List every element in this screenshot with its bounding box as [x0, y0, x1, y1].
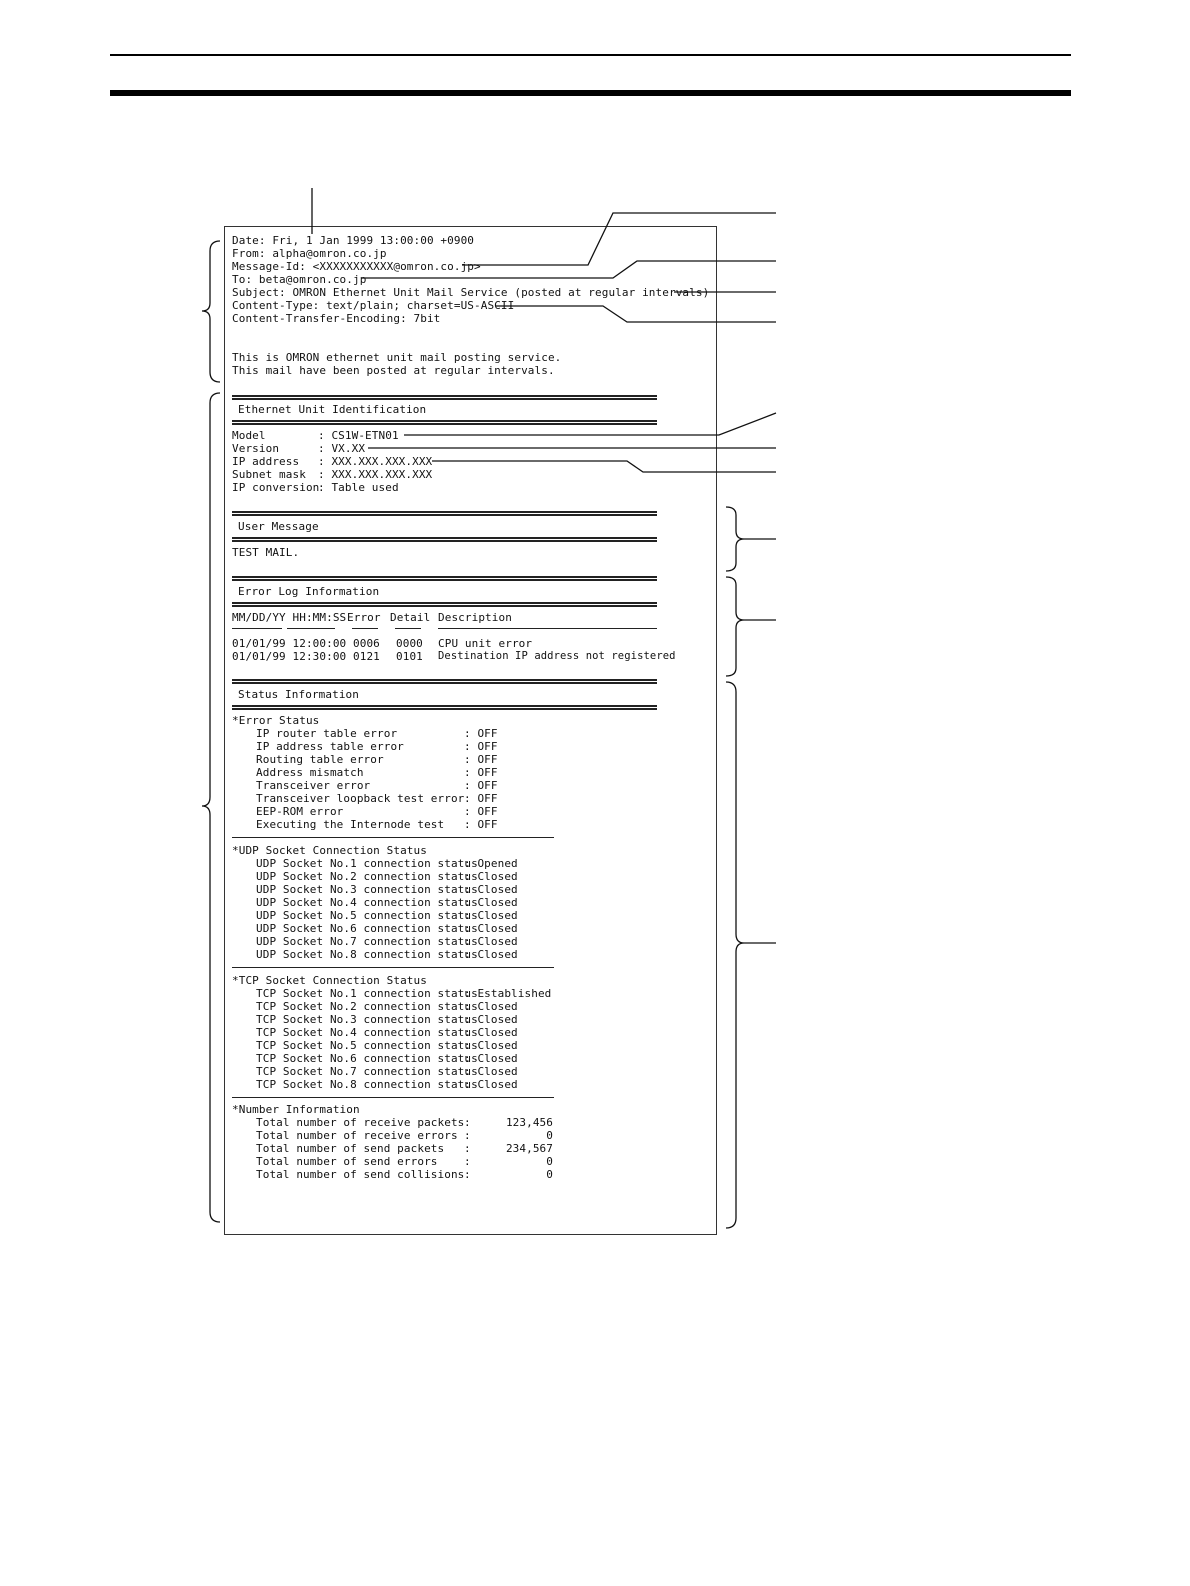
- udp-value: : Closed: [464, 922, 518, 935]
- number-heading: *Number Information: [232, 1103, 360, 1116]
- user-message-title: User Message: [238, 520, 319, 533]
- number-label: Total number of send collisions: [256, 1168, 465, 1181]
- udp-heading: *UDP Socket Connection Status: [232, 844, 427, 857]
- callout-leader: [432, 461, 776, 472]
- error-status-label: Transceiver error: [256, 779, 371, 792]
- udp-value: : Closed: [464, 935, 518, 948]
- udp-label: UDP Socket No.7 connection status: [256, 935, 478, 948]
- error-status-value: : OFF: [464, 818, 498, 831]
- tcp-value: : Closed: [464, 1013, 518, 1026]
- error-log-col-detail: Detail: [390, 611, 431, 624]
- number-value: 0: [546, 1168, 553, 1181]
- error-status-value: : OFF: [464, 766, 498, 779]
- tcp-heading: *TCP Socket Connection Status: [232, 974, 427, 987]
- number-label: Total number of send errors: [256, 1155, 438, 1168]
- header-to: To: beta@omron.co.jp: [232, 273, 367, 286]
- error-log-row-1-datetime: 01/01/99 12:00:00: [232, 637, 347, 650]
- udp-value: : Closed: [464, 948, 518, 961]
- error-status-heading: *Error Status: [232, 714, 320, 727]
- tcp-value: : Closed: [464, 1052, 518, 1065]
- udp-value: : Closed: [464, 909, 518, 922]
- ident-label-model: Model: [232, 429, 266, 442]
- right-brace: [726, 682, 744, 1228]
- error-log-title: Error Log Information: [238, 585, 380, 598]
- number-value: 123,456: [505, 1116, 553, 1129]
- error-status-label: EEP-ROM error: [256, 805, 344, 818]
- user-message-text: TEST MAIL.: [232, 546, 300, 559]
- left-brace: [202, 241, 220, 382]
- error-status-label: Routing table error: [256, 753, 384, 766]
- number-colon: :: [464, 1129, 471, 1142]
- error-status-value: : OFF: [464, 753, 498, 766]
- error-status-value: : OFF: [464, 740, 498, 753]
- status-title: Status Information: [238, 688, 360, 701]
- header-encoding: Content-Transfer-Encoding: 7bit: [232, 312, 441, 325]
- intro-line-1: This is OMRON ethernet unit mail posting service.: [232, 351, 562, 364]
- error-status-value: : OFF: [464, 727, 498, 740]
- tcp-value: : Closed: [464, 1078, 518, 1091]
- tcp-label: TCP Socket No.8 connection status: [256, 1078, 478, 1091]
- tcp-label: TCP Socket No.4 connection status: [256, 1026, 478, 1039]
- tcp-value: : Established: [464, 987, 552, 1000]
- number-label: Total number of receive errors: [256, 1129, 458, 1142]
- tcp-label: TCP Socket No.3 connection status: [256, 1013, 478, 1026]
- error-log-row-2-detail: 0101: [396, 650, 423, 663]
- number-value: 0: [546, 1129, 553, 1142]
- error-status-label: IP address table error: [256, 740, 404, 753]
- error-status-value: : OFF: [464, 779, 498, 792]
- right-brace: [726, 507, 744, 571]
- number-label: Total number of receive packets: [256, 1116, 465, 1129]
- number-colon: :: [464, 1155, 471, 1168]
- callout-leader: [462, 213, 776, 265]
- callout-leader: [496, 306, 776, 322]
- left-brace: [202, 393, 220, 1222]
- error-status-value: : OFF: [464, 805, 498, 818]
- ident-value-version: : VX.XX: [318, 442, 366, 455]
- udp-value: : Closed: [464, 870, 518, 883]
- udp-label: UDP Socket No.1 connection status: [256, 857, 478, 870]
- udp-label: UDP Socket No.3 connection status: [256, 883, 478, 896]
- tcp-value: : Closed: [464, 1026, 518, 1039]
- udp-value: : Closed: [464, 896, 518, 909]
- error-status-label: IP router table error: [256, 727, 398, 740]
- number-colon: :: [464, 1168, 471, 1181]
- number-colon: :: [464, 1142, 471, 1155]
- tcp-label: TCP Socket No.6 connection status: [256, 1052, 478, 1065]
- error-log-row-1-detail: 0000: [396, 637, 423, 650]
- ident-value-ipconv: : Table used: [318, 481, 399, 494]
- error-log-row-1-error: 0006: [353, 637, 380, 650]
- identification-title: Ethernet Unit Identification: [238, 403, 427, 416]
- header-from: From: alpha@omron.co.jp: [232, 247, 387, 260]
- tcp-label: TCP Socket No.2 connection status: [256, 1000, 478, 1013]
- udp-label: UDP Socket No.8 connection status: [256, 948, 478, 961]
- udp-label: UDP Socket No.2 connection status: [256, 870, 478, 883]
- error-status-value: : OFF: [464, 792, 498, 805]
- error-status-label: Executing the Internode test: [256, 818, 445, 831]
- error-log-row-2-datetime: 01/01/99 12:30:00: [232, 650, 347, 663]
- ident-value-ip: : XXX.XXX.XXX.XXX: [318, 455, 433, 468]
- error-log-row-2-description: Destination IP address not registered: [438, 650, 676, 662]
- intro-line-2: This mail have been posted at regular intervals.: [232, 364, 555, 377]
- error-log-col-datetime: MM/DD/YY HH:MM:SS: [232, 611, 347, 624]
- tcp-label: TCP Socket No.7 connection status: [256, 1065, 478, 1078]
- number-value: 0: [546, 1155, 553, 1168]
- tcp-value: : Closed: [464, 1039, 518, 1052]
- error-log-row-1-description: CPU unit error: [438, 637, 533, 650]
- number-colon: :: [464, 1116, 471, 1129]
- number-value: 234,567: [505, 1142, 553, 1155]
- ident-label-ip: IP address: [232, 455, 300, 468]
- tcp-value: : Closed: [464, 1065, 518, 1078]
- udp-value: : Opened: [464, 857, 518, 870]
- right-brace: [726, 577, 744, 676]
- callout-leader: [362, 261, 776, 278]
- udp-label: UDP Socket No.5 connection status: [256, 909, 478, 922]
- ident-label-ipconv: IP conversion: [232, 481, 320, 494]
- ident-value-subnet: : XXX.XXX.XXX.XXX: [318, 468, 433, 481]
- header-subject: Subject: OMRON Ethernet Unit Mail Service (posted at regular intervals): [232, 286, 710, 299]
- ident-value-model: : CS1W-ETN01: [318, 429, 399, 442]
- header-content-type: Content-Type: text/plain; charset=US-ASCII: [232, 299, 515, 312]
- udp-label: UDP Socket No.6 connection status: [256, 922, 478, 935]
- tcp-label: TCP Socket No.5 connection status: [256, 1039, 478, 1052]
- udp-value: : Closed: [464, 883, 518, 896]
- tcp-value: : Closed: [464, 1000, 518, 1013]
- number-label: Total number of send packets: [256, 1142, 445, 1155]
- ident-label-subnet: Subnet mask: [232, 468, 306, 481]
- callout-leader: [404, 413, 776, 435]
- error-log-col-error: Error: [347, 611, 381, 624]
- error-log-row-2-error: 0121: [353, 650, 380, 663]
- error-log-col-description: Description: [438, 611, 512, 624]
- ident-label-version: Version: [232, 442, 280, 455]
- udp-label: UDP Socket No.4 connection status: [256, 896, 478, 909]
- error-status-label: Transceiver loopback test error: [256, 792, 465, 805]
- header-message-id: Message-Id: <XXXXXXXXXXX@omron.co.jp>: [232, 260, 481, 273]
- header-date: Date: Fri, 1 Jan 1999 13:00:00 +0900: [232, 234, 475, 247]
- tcp-label: TCP Socket No.1 connection status: [256, 987, 478, 1000]
- error-status-label: Address mismatch: [256, 766, 364, 779]
